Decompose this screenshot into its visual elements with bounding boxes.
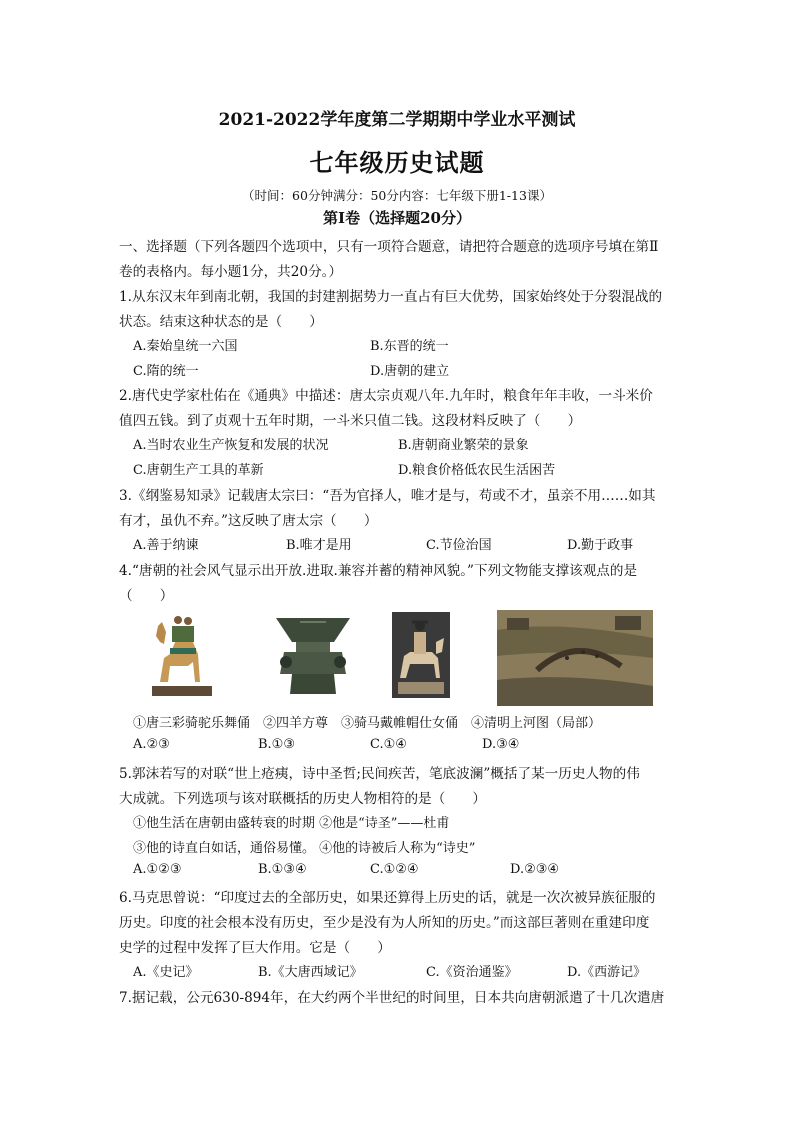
q5-statement-3-4: ③他的诗直白如话，通俗易懂。 ④他的诗被后人称为“诗史” <box>133 841 476 856</box>
q3-option-b: B.唯才是用 <box>286 538 352 553</box>
q3-option-a: A.善于纳谏 <box>133 538 199 553</box>
q1-option-c: C.隋的统一 <box>133 364 199 379</box>
q1-stem-line2: 状态。结束这种状态的是（ ） <box>119 314 323 330</box>
female-rider-figurine-figure <box>392 612 450 698</box>
q7-stem-line1: 7.据记载，公元630-894年，在大约两个半世纪的时间里，日本共向唐朝派遣了十几次遣唐 <box>119 990 665 1006</box>
q1-option-b: B.东晋的统一 <box>370 339 449 354</box>
q1-option-d: D.唐朝的建立 <box>370 364 450 379</box>
q3-option-d: D.勤于政事 <box>567 538 634 553</box>
q4-option-d: D.③④ <box>482 737 520 752</box>
part-heading: 第Ⅰ卷（选择题20分） <box>323 209 471 227</box>
exam-info: （时间：60分钟满分：50分内容：七年级下册1-13课） <box>242 188 552 203</box>
q2-stem-line2: 值四五钱。到了贞观十五年时期，一斗米只值二钱。这段材料反映了（ ） <box>119 413 582 429</box>
q6-stem-line1: 6.马克思曾说：“印度过去的全部历史，如果还算得上历史的话，就是一次次被异族征服的 <box>119 890 656 906</box>
q2-option-c: C.唐朝生产工具的革新 <box>133 463 264 478</box>
q5-option-d: D.②③④ <box>510 862 560 877</box>
tang-sancai-camel-figure <box>148 610 216 698</box>
q1-stem-line1: 1.从东汉末年到南北朝，我国的封建割据势力一直占有巨大优势，国家始终处于分裂混战的 <box>119 289 663 305</box>
q6-option-d: D.《西游记》 <box>567 965 647 980</box>
qingming-scroll-painting-figure <box>497 610 653 706</box>
q3-stem-line1: 3.《纲鉴易知录》记载唐太宗曰：“吾为官择人，唯才是与，苟或不才，虽亲不用……如其 <box>119 488 656 504</box>
subject-title: 七年级历史试题 <box>309 148 485 177</box>
section-instruction-line2: 卷的表格内。每小题1分，共20分。） <box>119 264 343 280</box>
q5-option-b: B.①③④ <box>258 862 307 877</box>
q4-option-b: B.①③ <box>258 737 295 752</box>
exam-title: 2021-2022学年度第二学期期中学业水平测试 <box>218 110 576 130</box>
q2-option-d: D.粮食价格低农民生活困苦 <box>398 463 556 478</box>
q6-option-c: C.《资治通鉴》 <box>426 965 518 980</box>
q5-statement-1-2: ①他生活在唐朝由盛转衰的时期 ②他是“诗圣”——杜甫 <box>133 816 450 831</box>
q5-stem-line1: 5.郭沫若写的对联“世上疮痍，诗中圣哲;民间疾苦，笔底波澜”概括了某一历史人物的伟 <box>119 766 640 782</box>
q4-figure-captions: ①唐三彩骑驼乐舞俑 ②四羊方尊 ③骑马戴帷帽仕女俑 ④清明上河图（局部） <box>133 716 602 731</box>
q4-stem-line1: 4.“唐朝的社会风气显示出开放.进取.兼容并蓄的精神风貌。”下列文物能支撑该观点的是 <box>119 563 638 579</box>
q3-stem-line2: 有才，虽仇不弃。”这反映了唐太宗（ ） <box>119 513 378 529</box>
q6-stem-line2: 历史。印度的社会根本没有历史，至少是没有为人所知的历史。”而这部巨著则在重建印度 <box>119 915 650 931</box>
q4-stem-line2: （ ） <box>119 588 174 604</box>
q1-option-a: A.秦始皇统一六国 <box>133 339 238 354</box>
q4-option-c: C.①④ <box>370 737 407 752</box>
q6-stem-line3: 史学的过程中发挥了巨大作用。它是（ ） <box>119 940 391 956</box>
four-ram-bronze-zun-figure <box>270 612 356 698</box>
q5-stem-line2: 大成就。下列选项与该对联概括的历史人物相符的是（ ） <box>119 791 487 807</box>
q2-option-b: B.唐朝商业繁荣的景象 <box>398 438 529 453</box>
q3-option-c: C.节俭治国 <box>426 538 492 553</box>
q5-option-a: A.①②③ <box>133 862 182 877</box>
q5-option-c: C.①②④ <box>370 862 419 877</box>
q2-option-a: A.当时农业生产恢复和发展的状况 <box>133 438 329 453</box>
q6-option-a: A.《史记》 <box>133 965 199 980</box>
section-instruction-line1: 一、选择题（下列各题四个选项中，只有一项符合题意，请把符合题意的选项序号填在第Ⅱ <box>119 239 659 255</box>
q6-option-b: B.《大唐西域记》 <box>258 965 363 980</box>
q2-stem-line1: 2.唐代史学家杜佑在《通典》中描述：唐太宗贞观八年.九年时，粮食年年丰收，一斗米价 <box>119 388 653 404</box>
q4-option-a: A.②③ <box>133 737 170 752</box>
